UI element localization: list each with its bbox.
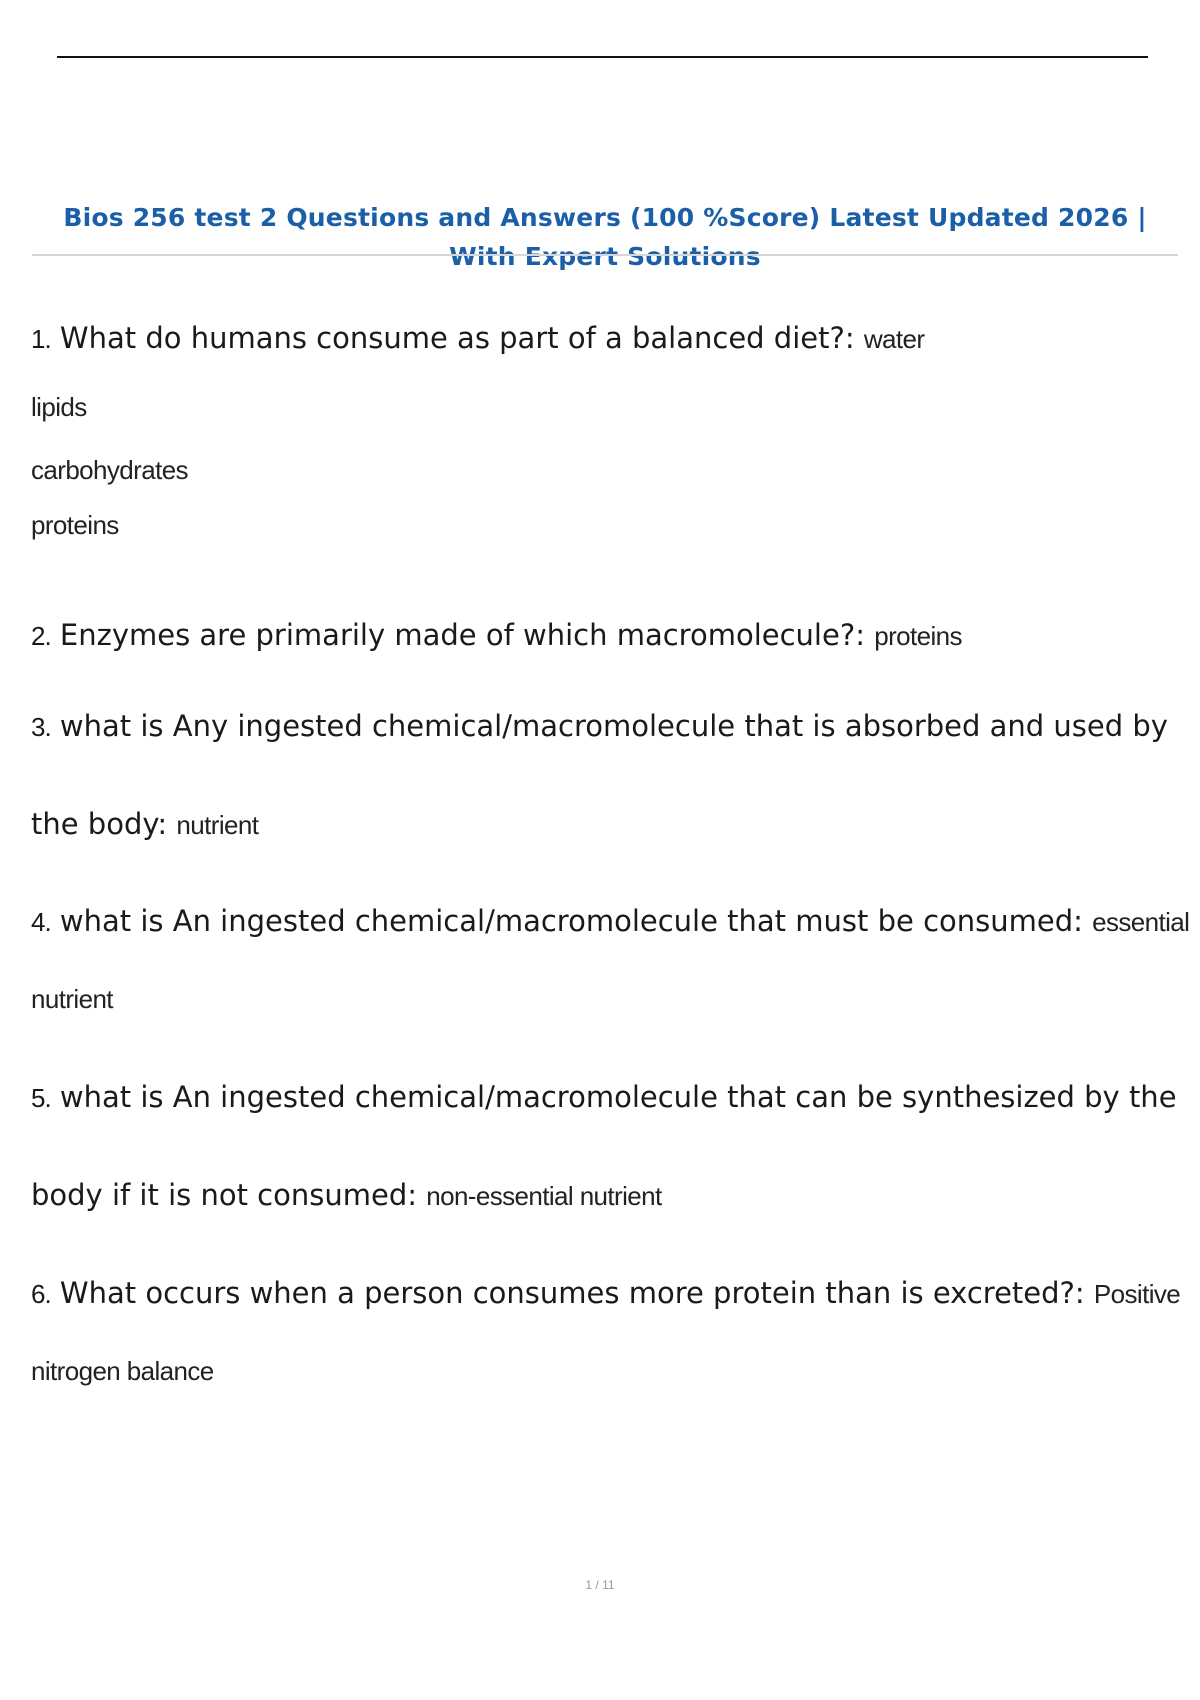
question-1 — [31, 318, 924, 359]
answer-line: proteins — [31, 510, 119, 540]
question-5 — [31, 1077, 1177, 1118]
question-number: 3. — [31, 712, 51, 742]
question-number: 4. — [31, 907, 51, 937]
question-text: What occurs when a person consumes more protein than is excreted?: — [59, 1276, 1085, 1310]
question-text: body if it is not consumed: — [31, 1178, 417, 1212]
question-text: Enzymes are primarily made of which macromolecule?: — [59, 618, 865, 652]
question-text: what is An ingested chemical/macromolecule that must be consumed: — [59, 904, 1083, 938]
document-title — [32, 198, 1178, 276]
question-number: 6. — [31, 1279, 51, 1309]
question-text: the body: — [31, 807, 168, 841]
answer-text: essential — [1092, 907, 1190, 937]
answer-text: nutrient — [176, 810, 259, 840]
question-4 — [31, 901, 1189, 942]
question-6 — [31, 1273, 1180, 1314]
question-2 — [31, 615, 962, 656]
question-number: 1. — [31, 324, 51, 354]
title-line-1: Bios 256 test 2 Questions and Answers (100 %Score) Latest Updated 2026 | — [63, 203, 1147, 232]
question-number: 2. — [31, 621, 51, 651]
answer-text: non-essential nutrient — [426, 1181, 662, 1211]
answer-text: Positive — [1093, 1279, 1181, 1309]
page-indicator: 1 / 11 — [585, 1578, 615, 1592]
question-3-continued — [31, 804, 258, 845]
title-line-2: With Expert Solutions — [449, 242, 761, 271]
question-text: what is Any ingested chemical/macromolecule that is absorbed and used by — [59, 709, 1168, 743]
title-underline — [32, 254, 1178, 256]
header-rule — [57, 56, 1148, 58]
answer-line: lipids — [31, 392, 87, 422]
question-5-continued — [31, 1175, 662, 1216]
answer-text: proteins — [874, 621, 962, 651]
question-text: what is An ingested chemical/macromolecule that can be synthesized by the — [59, 1080, 1177, 1114]
question-text: What do humans consume as part of a balanced diet?: — [59, 321, 855, 355]
question-3 — [31, 706, 1168, 747]
answer-text-continued: nitrogen balance — [31, 1356, 214, 1386]
answer-text: water — [863, 324, 925, 354]
question-number: 5. — [31, 1083, 51, 1113]
answer-line: carbohydrates — [31, 455, 188, 485]
answer-text-continued: nutrient — [31, 984, 113, 1014]
